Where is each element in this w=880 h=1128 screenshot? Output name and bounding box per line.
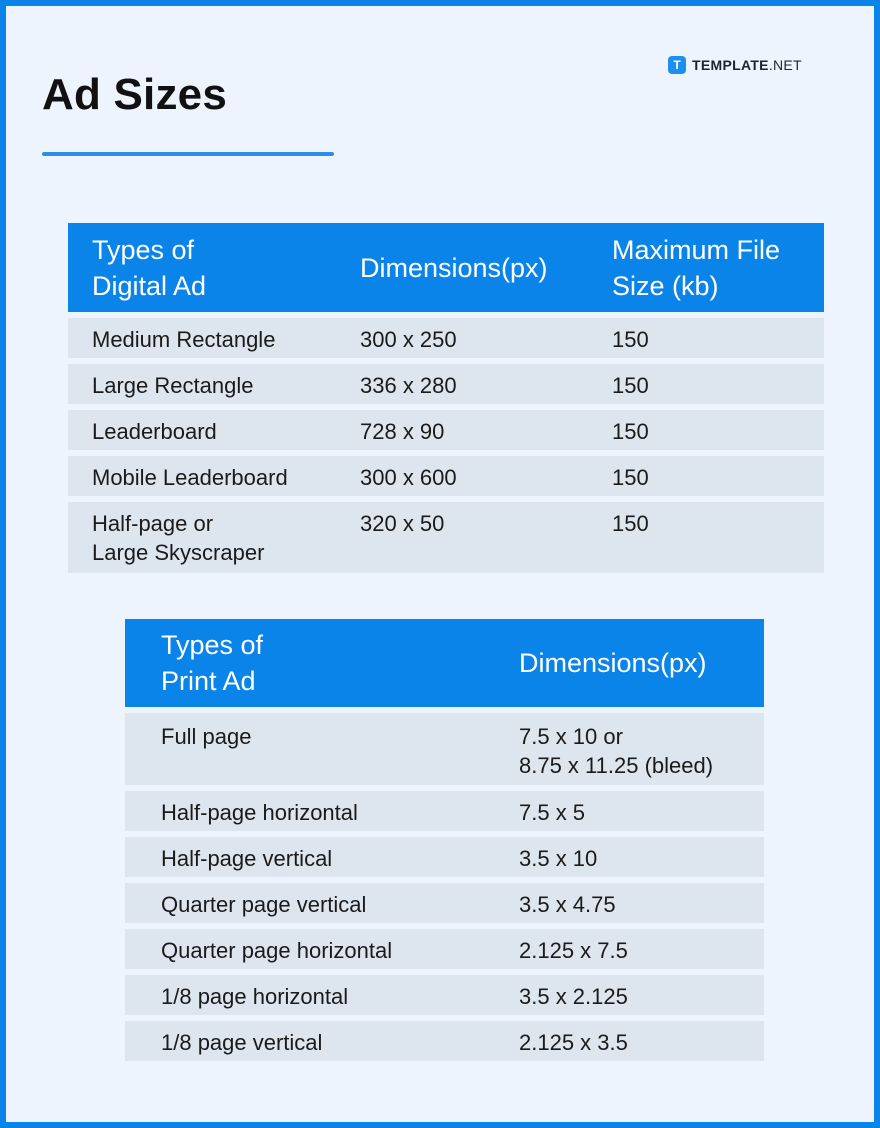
file-size-cell: 150 xyxy=(612,419,649,444)
brand-name xyxy=(692,57,802,73)
ad-type-cell: Full page xyxy=(161,724,252,749)
table-row xyxy=(68,410,824,450)
brand-name-bold: TEMPLATE xyxy=(692,57,769,73)
table-row xyxy=(125,1021,764,1061)
file-size-cell: 150 xyxy=(612,511,649,536)
ad-type-cell: 1/8 page vertical xyxy=(161,1030,323,1055)
ad-type-cell: Medium Rectangle xyxy=(92,327,276,352)
dimensions-cell: 728 x 90 xyxy=(360,419,445,444)
header-dimensions: Dimensions(px) xyxy=(360,252,548,283)
ad-type-cell: Leaderboard xyxy=(92,419,217,444)
table-header xyxy=(125,619,764,707)
file-size-cell: 150 xyxy=(612,373,649,398)
dimensions-cell: 2.125 x 7.5 xyxy=(519,938,628,963)
header-dimensions: Dimensions(px) xyxy=(519,648,707,678)
file-size-cell: 150 xyxy=(612,465,649,490)
ad-type-cell: Half-page or Large Skyscraper xyxy=(92,511,265,565)
table-row xyxy=(125,975,764,1015)
dimensions-cell: 7.5 x 5 xyxy=(519,800,586,825)
page-title: Ad Sizes xyxy=(42,70,227,119)
ad-type-cell: Mobile Leaderboard xyxy=(92,465,288,490)
digital-ad-table xyxy=(68,223,824,573)
dimensions-cell: 2.125 x 3.5 xyxy=(519,1030,628,1055)
table-row xyxy=(125,929,764,969)
print-ad-table xyxy=(125,619,764,1061)
title-underline xyxy=(42,152,334,156)
header-max-file-size: Maximum File Size (kb) xyxy=(612,234,781,301)
table-row xyxy=(68,456,824,496)
file-size-cell: 150 xyxy=(612,327,649,352)
dimensions-cell: 3.5 x 2.125 xyxy=(519,984,628,1009)
dimensions-cell: 3.5 x 4.75 xyxy=(519,892,616,917)
template-logo-icon: T xyxy=(668,56,686,74)
table-row xyxy=(68,364,824,404)
ad-type-cell: Half-page horizontal xyxy=(161,800,358,825)
dimensions-cell: 3.5 x 10 xyxy=(519,846,598,871)
table-row xyxy=(125,837,764,877)
ad-type-cell: Quarter page vertical xyxy=(161,892,367,917)
dimensions-cell: 300 x 600 xyxy=(360,465,457,490)
table-row xyxy=(125,883,764,923)
table-header xyxy=(68,223,824,312)
dimensions-cell: 320 x 50 xyxy=(360,511,445,536)
ad-type-cell: Half-page vertical xyxy=(161,846,333,871)
dimensions-cell: 300 x 250 xyxy=(360,327,457,352)
dimensions-cell: 7.5 x 10 or 8.75 x 11.25 (bleed) xyxy=(519,724,714,778)
header-ad-type: Types of Print Ad xyxy=(161,630,264,696)
table-row xyxy=(125,713,764,785)
table-row xyxy=(68,502,824,573)
ad-type-cell: 1/8 page horizontal xyxy=(161,984,349,1009)
table-row xyxy=(68,318,824,358)
ad-type-cell: Large Rectangle xyxy=(92,373,254,398)
table-row xyxy=(125,791,764,831)
brand-name-light: .NET xyxy=(768,57,802,73)
dimensions-cell: 336 x 280 xyxy=(360,373,457,398)
brand-logo xyxy=(668,56,802,74)
ad-type-cell: Quarter page horizontal xyxy=(161,938,393,963)
header-ad-type: Types of Digital Ad xyxy=(92,234,207,301)
